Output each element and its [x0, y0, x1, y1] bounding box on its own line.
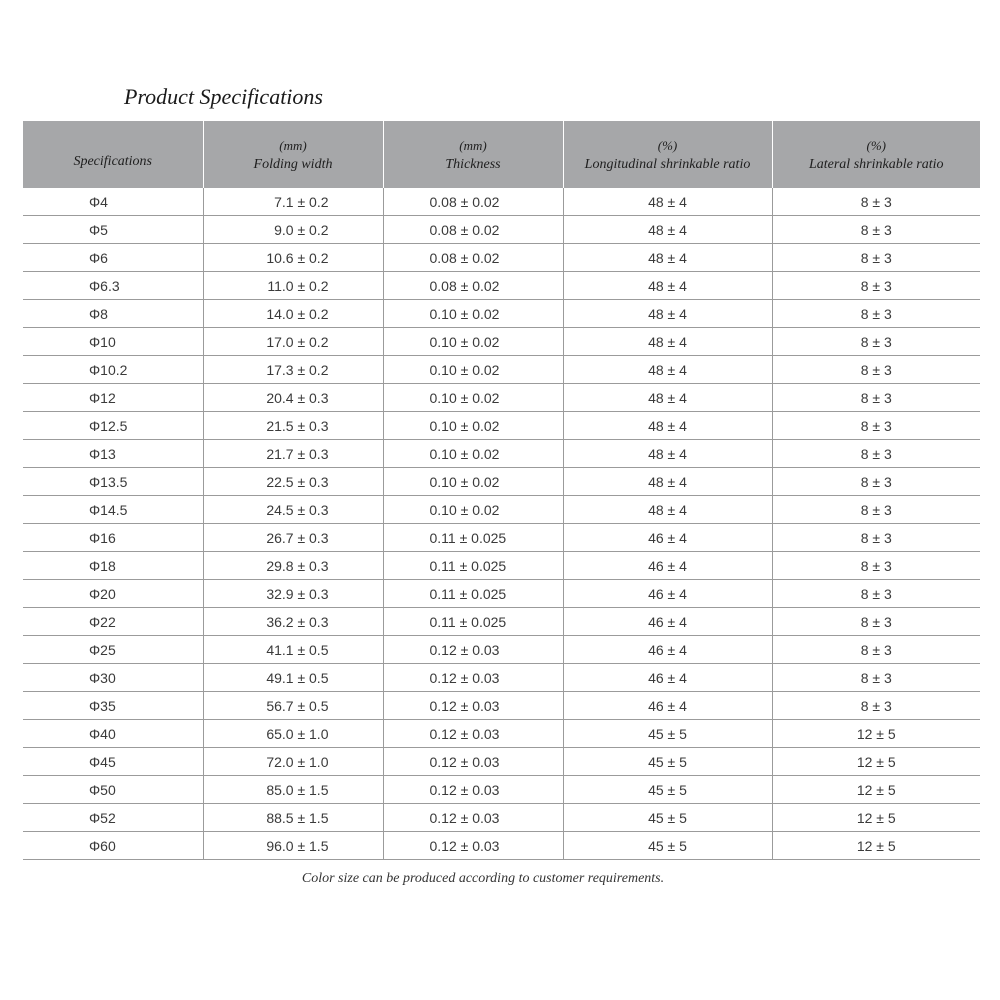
lateral-ratio-cell: 8 ± 3	[772, 692, 980, 720]
folding-width-cell: 21.7 ± 0.3	[203, 440, 383, 468]
table-row	[23, 776, 980, 804]
thickness-cell: 0.12 ± 0.03	[383, 720, 563, 748]
longitudinal-ratio-cell: 48 ± 4	[563, 440, 772, 468]
table-row	[23, 412, 980, 440]
longitudinal-ratio-cell: 45 ± 5	[563, 748, 772, 776]
header-unit: (%)	[657, 137, 678, 153]
spec-cell: Φ10	[23, 328, 203, 356]
table-row	[23, 216, 980, 244]
header-label: Lateral shrinkable ratio	[808, 156, 944, 172]
footnote: Color size can be produced according to customer requirements.	[301, 871, 665, 886]
header-specifications	[23, 121, 203, 188]
table-row	[23, 608, 980, 636]
table-row	[23, 440, 980, 468]
thickness-cell: 0.08 ± 0.02	[383, 216, 563, 244]
table-row	[23, 328, 980, 356]
folding-width-cell: 96.0 ± 1.5	[203, 832, 383, 860]
folding-width-cell: 11.0 ± 0.2	[203, 272, 383, 300]
folding-width-cell: 26.7 ± 0.3	[203, 524, 383, 552]
page-title: Product Specifications	[124, 84, 323, 109]
table-row	[23, 188, 980, 216]
header-thickness	[383, 121, 563, 188]
lateral-ratio-cell: 8 ± 3	[772, 664, 980, 692]
header-unit: (mm)	[279, 137, 307, 153]
spec-cell: Φ14.5	[23, 496, 203, 524]
longitudinal-ratio-cell: 48 ± 4	[563, 216, 772, 244]
table-row	[23, 272, 980, 300]
spec-cell: Φ22	[23, 608, 203, 636]
longitudinal-ratio-cell: 46 ± 4	[563, 692, 772, 720]
table-row	[23, 720, 980, 748]
spec-cell: Φ6.3	[23, 272, 203, 300]
longitudinal-ratio-cell: 48 ± 4	[563, 356, 772, 384]
longitudinal-ratio-cell: 45 ± 5	[563, 832, 772, 860]
header-row	[23, 121, 980, 188]
spec-cell: Φ12.5	[23, 412, 203, 440]
table-row	[23, 496, 980, 524]
thickness-cell: 0.10 ± 0.02	[383, 356, 563, 384]
table-row	[23, 664, 980, 692]
header-longitudinal-ratio	[563, 121, 772, 188]
spec-cell: Φ40	[23, 720, 203, 748]
folding-width-cell: 9.0 ± 0.2	[203, 216, 383, 244]
lateral-ratio-cell: 8 ± 3	[772, 468, 980, 496]
folding-width-cell: 85.0 ± 1.5	[203, 776, 383, 804]
spec-cell: Φ13.5	[23, 468, 203, 496]
lateral-ratio-cell: 8 ± 3	[772, 580, 980, 608]
longitudinal-ratio-cell: 48 ± 4	[563, 412, 772, 440]
thickness-cell: 0.12 ± 0.03	[383, 832, 563, 860]
spec-cell: Φ16	[23, 524, 203, 552]
longitudinal-ratio-cell: 48 ± 4	[563, 272, 772, 300]
longitudinal-ratio-cell: 46 ± 4	[563, 664, 772, 692]
lateral-ratio-cell: 8 ± 3	[772, 608, 980, 636]
thickness-cell: 0.10 ± 0.02	[383, 440, 563, 468]
folding-width-cell: 49.1 ± 0.5	[203, 664, 383, 692]
table-row	[23, 300, 980, 328]
longitudinal-ratio-cell: 45 ± 5	[563, 804, 772, 832]
lateral-ratio-cell: 12 ± 5	[772, 804, 980, 832]
lateral-ratio-cell: 12 ± 5	[772, 748, 980, 776]
table-row	[23, 748, 980, 776]
spec-cell: Φ4	[23, 188, 203, 216]
folding-width-cell: 22.5 ± 0.3	[203, 468, 383, 496]
longitudinal-ratio-cell: 48 ± 4	[563, 496, 772, 524]
table-row	[23, 692, 980, 720]
longitudinal-ratio-cell: 48 ± 4	[563, 300, 772, 328]
spec-cell: Φ13	[23, 440, 203, 468]
folding-width-cell: 36.2 ± 0.3	[203, 608, 383, 636]
header-unit: (mm)	[459, 137, 487, 153]
longitudinal-ratio-cell: 46 ± 4	[563, 552, 772, 580]
thickness-cell: 0.10 ± 0.02	[383, 328, 563, 356]
table-row	[23, 244, 980, 272]
table-body	[23, 188, 980, 860]
table-row	[23, 804, 980, 832]
table-row	[23, 636, 980, 664]
lateral-ratio-cell: 8 ± 3	[772, 356, 980, 384]
lateral-ratio-cell: 12 ± 5	[772, 776, 980, 804]
longitudinal-ratio-cell: 48 ± 4	[563, 384, 772, 412]
longitudinal-ratio-cell: 48 ± 4	[563, 188, 772, 216]
spec-cell: Φ18	[23, 552, 203, 580]
lateral-ratio-cell: 8 ± 3	[772, 216, 980, 244]
spec-cell: Φ25	[23, 636, 203, 664]
spec-cell: Φ6	[23, 244, 203, 272]
table-header	[23, 121, 980, 188]
header-label: Thickness	[445, 156, 501, 172]
lateral-ratio-cell: 8 ± 3	[772, 496, 980, 524]
thickness-cell: 0.12 ± 0.03	[383, 692, 563, 720]
longitudinal-ratio-cell: 46 ± 4	[563, 580, 772, 608]
longitudinal-ratio-cell: 46 ± 4	[563, 524, 772, 552]
folding-width-cell: 17.3 ± 0.2	[203, 356, 383, 384]
folding-width-cell: 20.4 ± 0.3	[203, 384, 383, 412]
folding-width-cell: 7.1 ± 0.2	[203, 188, 383, 216]
header-unit: (%)	[866, 137, 886, 153]
thickness-cell: 0.10 ± 0.02	[383, 300, 563, 328]
spec-cell: Φ52	[23, 804, 203, 832]
folding-width-cell: 41.1 ± 0.5	[203, 636, 383, 664]
folding-width-cell: 65.0 ± 1.0	[203, 720, 383, 748]
table-row	[23, 832, 980, 860]
lateral-ratio-cell: 8 ± 3	[772, 272, 980, 300]
spec-cell: Φ45	[23, 748, 203, 776]
lateral-ratio-cell: 12 ± 5	[772, 720, 980, 748]
thickness-cell: 0.12 ± 0.03	[383, 804, 563, 832]
lateral-ratio-cell: 8 ± 3	[772, 328, 980, 356]
thickness-cell: 0.11 ± 0.025	[383, 608, 563, 636]
thickness-cell: 0.11 ± 0.025	[383, 580, 563, 608]
thickness-cell: 0.12 ± 0.03	[383, 748, 563, 776]
thickness-cell: 0.08 ± 0.02	[383, 188, 563, 216]
longitudinal-ratio-cell: 46 ± 4	[563, 608, 772, 636]
spec-cell: Φ30	[23, 664, 203, 692]
folding-width-cell: 17.0 ± 0.2	[203, 328, 383, 356]
thickness-cell: 0.10 ± 0.02	[383, 412, 563, 440]
table-row	[23, 468, 980, 496]
longitudinal-ratio-cell: 48 ± 4	[563, 244, 772, 272]
lateral-ratio-cell: 8 ± 3	[772, 300, 980, 328]
lateral-ratio-cell: 8 ± 3	[772, 440, 980, 468]
lateral-ratio-cell: 8 ± 3	[772, 524, 980, 552]
longitudinal-ratio-cell: 45 ± 5	[563, 720, 772, 748]
lateral-ratio-cell: 8 ± 3	[772, 244, 980, 272]
thickness-cell: 0.10 ± 0.02	[383, 468, 563, 496]
folding-width-cell: 14.0 ± 0.2	[203, 300, 383, 328]
folding-width-cell: 21.5 ± 0.3	[203, 412, 383, 440]
header-lateral-ratio	[772, 121, 980, 188]
thickness-cell: 0.08 ± 0.02	[383, 272, 563, 300]
folding-width-cell: 24.5 ± 0.3	[203, 496, 383, 524]
spec-cell: Φ8	[23, 300, 203, 328]
spec-cell: Φ5	[23, 216, 203, 244]
folding-width-cell: 32.9 ± 0.3	[203, 580, 383, 608]
lateral-ratio-cell: 8 ± 3	[772, 384, 980, 412]
thickness-cell: 0.10 ± 0.02	[383, 384, 563, 412]
table-row	[23, 552, 980, 580]
spec-cell: Φ20	[23, 580, 203, 608]
lateral-ratio-cell: 8 ± 3	[772, 188, 980, 216]
folding-width-cell: 56.7 ± 0.5	[203, 692, 383, 720]
spec-cell: Φ12	[23, 384, 203, 412]
lateral-ratio-cell: 12 ± 5	[772, 832, 980, 860]
thickness-cell: 0.10 ± 0.02	[383, 496, 563, 524]
lateral-ratio-cell: 8 ± 3	[772, 412, 980, 440]
longitudinal-ratio-cell: 45 ± 5	[563, 776, 772, 804]
spec-cell: Φ50	[23, 776, 203, 804]
header-label: Longitudinal shrinkable ratio	[584, 156, 751, 172]
folding-width-cell: 10.6 ± 0.2	[203, 244, 383, 272]
thickness-cell: 0.08 ± 0.02	[383, 244, 563, 272]
spec-cell: Φ60	[23, 832, 203, 860]
folding-width-cell: 88.5 ± 1.5	[203, 804, 383, 832]
thickness-cell: 0.11 ± 0.025	[383, 524, 563, 552]
longitudinal-ratio-cell: 48 ± 4	[563, 328, 772, 356]
header-label: Specifications	[73, 154, 153, 169]
lateral-ratio-cell: 8 ± 3	[772, 552, 980, 580]
thickness-cell: 0.12 ± 0.03	[383, 636, 563, 664]
lateral-ratio-cell: 8 ± 3	[772, 636, 980, 664]
table-row	[23, 384, 980, 412]
table-row	[23, 580, 980, 608]
table-row	[23, 356, 980, 384]
thickness-cell: 0.11 ± 0.025	[383, 552, 563, 580]
longitudinal-ratio-cell: 48 ± 4	[563, 468, 772, 496]
thickness-cell: 0.12 ± 0.03	[383, 776, 563, 804]
spec-cell: Φ10.2	[23, 356, 203, 384]
spec-table	[23, 121, 980, 860]
table-row	[23, 524, 980, 552]
longitudinal-ratio-cell: 46 ± 4	[563, 636, 772, 664]
header-folding-width	[203, 121, 383, 188]
thickness-cell: 0.12 ± 0.03	[383, 664, 563, 692]
folding-width-cell: 29.8 ± 0.3	[203, 552, 383, 580]
spec-cell: Φ35	[23, 692, 203, 720]
folding-width-cell: 72.0 ± 1.0	[203, 748, 383, 776]
header-label: Folding width	[253, 156, 333, 172]
